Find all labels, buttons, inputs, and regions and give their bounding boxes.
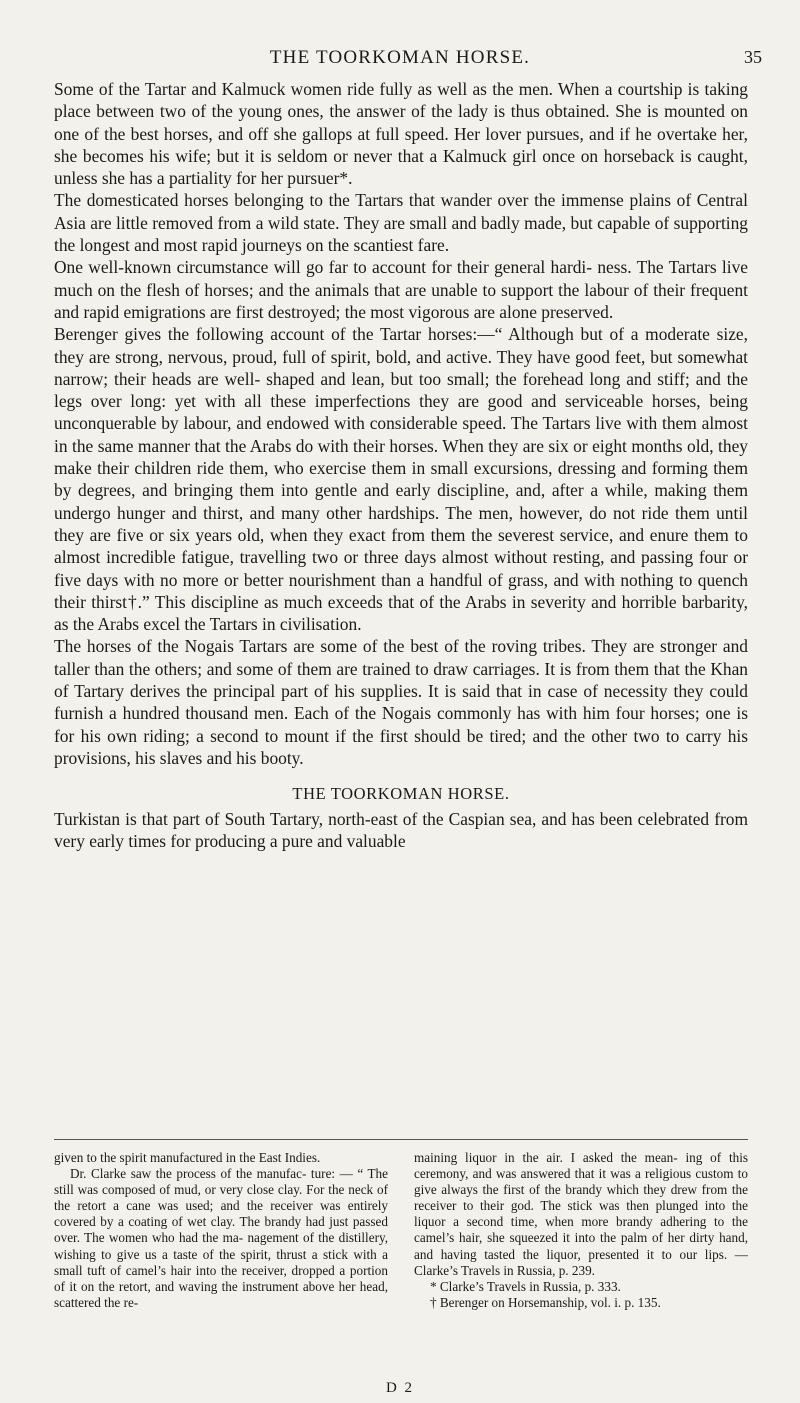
footnote-column-right [414, 1150, 748, 1311]
main-text [54, 78, 748, 852]
paragraph: Some of the Tartar and Kalmuck women ride fully as well as the men. When a courtship is taking place between two of the young ones, the answer of the lady is thus obtained. She is mounted on one of the best horses, and off she gallops at full speed. Her lover pursues, and if he overtake her, she becomes his wife; but it is seldom or never that a Kalmuck girl once on horseback is caught, unless she has a partiality for her pursuer*. [54, 79, 748, 189]
footnote-column-left [54, 1150, 388, 1311]
footnotes [54, 1150, 748, 1311]
footnote-text: * Clarke’s Travels in Russia, p. 333. [430, 1278, 621, 1294]
paragraph: One well-known circumstance will go far to account for their general hardi- ness. The Tartars live much on the flesh of horses; and the animals that are unable to support the labour of their frequent and rapid emigrations are first destroyed; the most vigorous are alone preserved. [54, 257, 748, 322]
running-head [30, 47, 770, 73]
paragraph: Berenger gives the following account of the Tartar horses:—“ Although but of a moderate size, they are strong, nervous, proud, full of spirit, bold, and active. They have good feet, but somewhat narrow; their heads are well- shaped and lean, but too small; the forehead long and stiff; and the legs over long: yet with all these imperfections they are good and serviceable horses, being unconquerable by labour, and endowed with considerable speed. The Tartars live with them almost in the same manner that the Arabs do with their horses. When they are six or eight months old, they make their children ride them, who exercise them in small excursions, dressing and forming them by degrees, and bringing them into gentle and early discipline, and, after a while, making them undergo hunger and thirst, and many other hardships. The men, however, do not ride them until they are five or six years old, when they exact from them the severest service, and enure them to almost incredible fatigue, travelling two or three days almost without resting, and passing four or five days with no more or better nourishment than a handful of grass, and with nothing to quench their thirst†.” This discipline as much exceeds that of the Arabs in severity and horrible barbarity, as the Arabs excel the Tartars in civilisation. [54, 324, 748, 635]
section-heading: THE TOORKOMAN HORSE. [292, 784, 510, 804]
footnote-text: given to the spirit manufactured in the East Indies. [54, 1150, 321, 1165]
paragraph: The horses of the Nogais Tartars are some of the best of the roving tribes. They are stronger and taller than the others; and some of them are trained to draw carriages. It is from them that the Khan of Tartary derives the principal part of his supplies. It is said that in case of necessity they could furnish a hundred thousand men. Each of the Nogais commonly has with him four horses; one is for his own riding; a second to mount if the first should be tired; and the other two to carry his provisions, his slaves and his booty. [54, 636, 748, 768]
paragraph: The domesticated horses belonging to the Tartars that wander over the immense plains of Central Asia are little removed from a wild state. They are small and badly made, but capable of supporting the longest and most rapid journeys on the scantiest fare. [54, 190, 748, 256]
paragraph: Turkistan is that part of South Tartary, north-east of the Caspian sea, and has been celebrated from very early times for producing a pure and valuable [54, 808, 748, 851]
running-title: THE TOORKOMAN HORSE. [269, 47, 531, 68]
footnote-text: † Berenger on Horsemanship, vol. i. p. 135. [430, 1294, 661, 1310]
footnote-divider [54, 1139, 748, 1140]
footnote-text: Dr. Clarke saw the process of the manufac- ture: — “ The still was composed of mud, or very close clay. For the neck of the retort a cane was used; and the receiver was entirely covered by a coating of wet clay. The brandy had just passed over. The women who had the ma- nagement of the distillery, wishing to give us a taste of the spirit, thrust a stick with a small tuft of camel’s hair into the receiver, dropped a portion of it on the retort, and waving the instrument above her head, scattered the re- [54, 1166, 388, 1310]
footnote-text: maining liquor in the air. I asked the mean- ing of this ceremony, and was answered that it was a religious custom to give always the first of the brandy which they drew from the receiver to their god. The stick was then plunged into the liquor a second time, when more brandy adhering to the camel’s hair, she squeezed it into the palm of her dirty hand, and having tasted the liquor, presented it to our lips. —Clarke’s Travels in Russia, p. 239. [414, 1150, 748, 1278]
page-number: 35 [744, 47, 762, 67]
signature-mark: D 2 [385, 1380, 415, 1396]
